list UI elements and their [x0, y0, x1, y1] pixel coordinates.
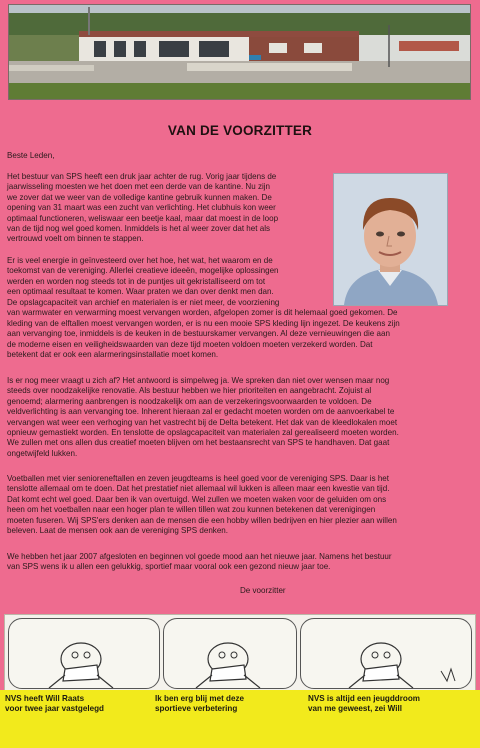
- paragraph-4: Voetballen met vier senioreneftallen en zeven jeugdteams is heel goed voor de vereniging SPS. Daar is het tenslotte allemaal om te doen. Dat het prestatief niet allemaal wil lukken is alleen maar een kwestie van tijd. Dat komt echt wel goed. Daar ben ik van overtuigd. Wel zullen we moeten waken voor de geluiden om ons heen om het voetballen naar een hoger plan te willen tillen wat zou kunnen betekenen dat verenigingen moeten fuseren. Wij SPS'ers denken aan de mensen die een hobby willen bedrijven en hier plezier aan willen beleven. Laat de mensen ook aan de vereniging SPS denken.: [7, 474, 397, 536]
- comic-panel-2: [163, 618, 297, 689]
- comic-caption-2: Ik ben erg blij met deze sportieve verbetering: [155, 694, 245, 714]
- comic-caption-3: NVS is altijd een jeugddroom van me geweest, zei Will: [308, 694, 420, 714]
- paragraph-1: Het bestuur van SPS heeft een druk jaar achter de rug. Vorig jaar tijdens de jaarwisseling moesten we het doen met een derde van de kantine. Nu zijn we zover dat we weer van de volledige kantine gebruik kunnen maken. De opening van 31 maart was een zucht van verlichting. Het clubhuis kon weer optimaal functioneren, weliswaar een beetje kaal, maar dat moest in de loop van de tijd nog wel goed komen. Inmiddels is het al weer zover dat het als vertrouwd voelt om binnen te stappen.: [7, 172, 279, 244]
- paragraph-2-continued: De opslagcapaciteit van archief en materialen is er niet meer, de voorziening van warmwater en verwarming moest vervangen worden, afgelopen zomer is dit helemaal goed gekomen. De kleding van de elftallen moest vervangen worden, er is nu een mooie SPS kleding lijn ingezet. De keukens zijn aan vervanging toe, inmiddels is de keuken in de bestuurskamer vervangen. Al deze vernieuwingen die aan de moderne eisen en veiligheidswaarden van deze tijd moeten voldoen moeten verzekerd worden. Dat betekent dat er ook een alarmeringsinstallatie moet komen.: [7, 298, 400, 360]
- paragraph-5: We hebben het jaar 2007 afgesloten en beginnen vol goede mood aan het nieuwe jaar. Namens het bestuur van SPS wens ik u allen een gelukkig, sportief maar vooral ook een gezond nieuw jaar toe.: [7, 552, 392, 572]
- chairman-portrait: [333, 173, 448, 306]
- comic-panel-3: [300, 618, 472, 689]
- comic-strip: [4, 614, 476, 691]
- comic-caption-1: NVS heeft Will Raats voor twee jaar vastgelegd: [5, 694, 104, 714]
- clubhouse-photo: [8, 4, 471, 100]
- paragraph-3: Is er nog meer vraagt u zich af? Het antwoord is simpelweg ja. We spreken dan niet over wensen maar nog steeds over noodzakelijke renovatie. Als bestuur hebben we hier prioriteiten en aangebracht. Zojuist al genoemd; alarmering aanbrengen is noodzakelijk om aan de verzekeringsvoorwaarden te voldoen. De veldverlichting is aan vervanging toe. Inherent hieraan zal er gedacht moeten worden om de aanvoerkabel te vervangen wat weer een verhoging van het vastrecht bij de Delta betekent. Het dak van de kleedlokalen moet opnieuw gemastiekt worden. En tenslotte de opslagcapaciteit van materialen zal gerealiseerd moeten worden. We zullen met ons allen dus creatief moeten blijven om het bestaansrecht van SPS te handhaven. Dat gaat ongetwijfeld lukken.: [7, 376, 399, 458]
- comic-panel-1: [8, 618, 160, 689]
- article-title: VAN DE VOORZITTER: [167, 123, 313, 138]
- greeting: Beste Leden,: [7, 151, 55, 160]
- signature: De voorzitter: [240, 586, 286, 595]
- paragraph-2: Er is veel energie in geïnvesteerd over het hoe, het wat, het waarom en de toekomst van de vereniging. Allerlei creatieve ideeën, mogelijke oplossingen werden en worden nog steeds tot in de puntjes uit gekristalliseerd om tot een optimaal resultaat te komen. Waar praten we dan over denkt men dan.: [7, 256, 279, 297]
